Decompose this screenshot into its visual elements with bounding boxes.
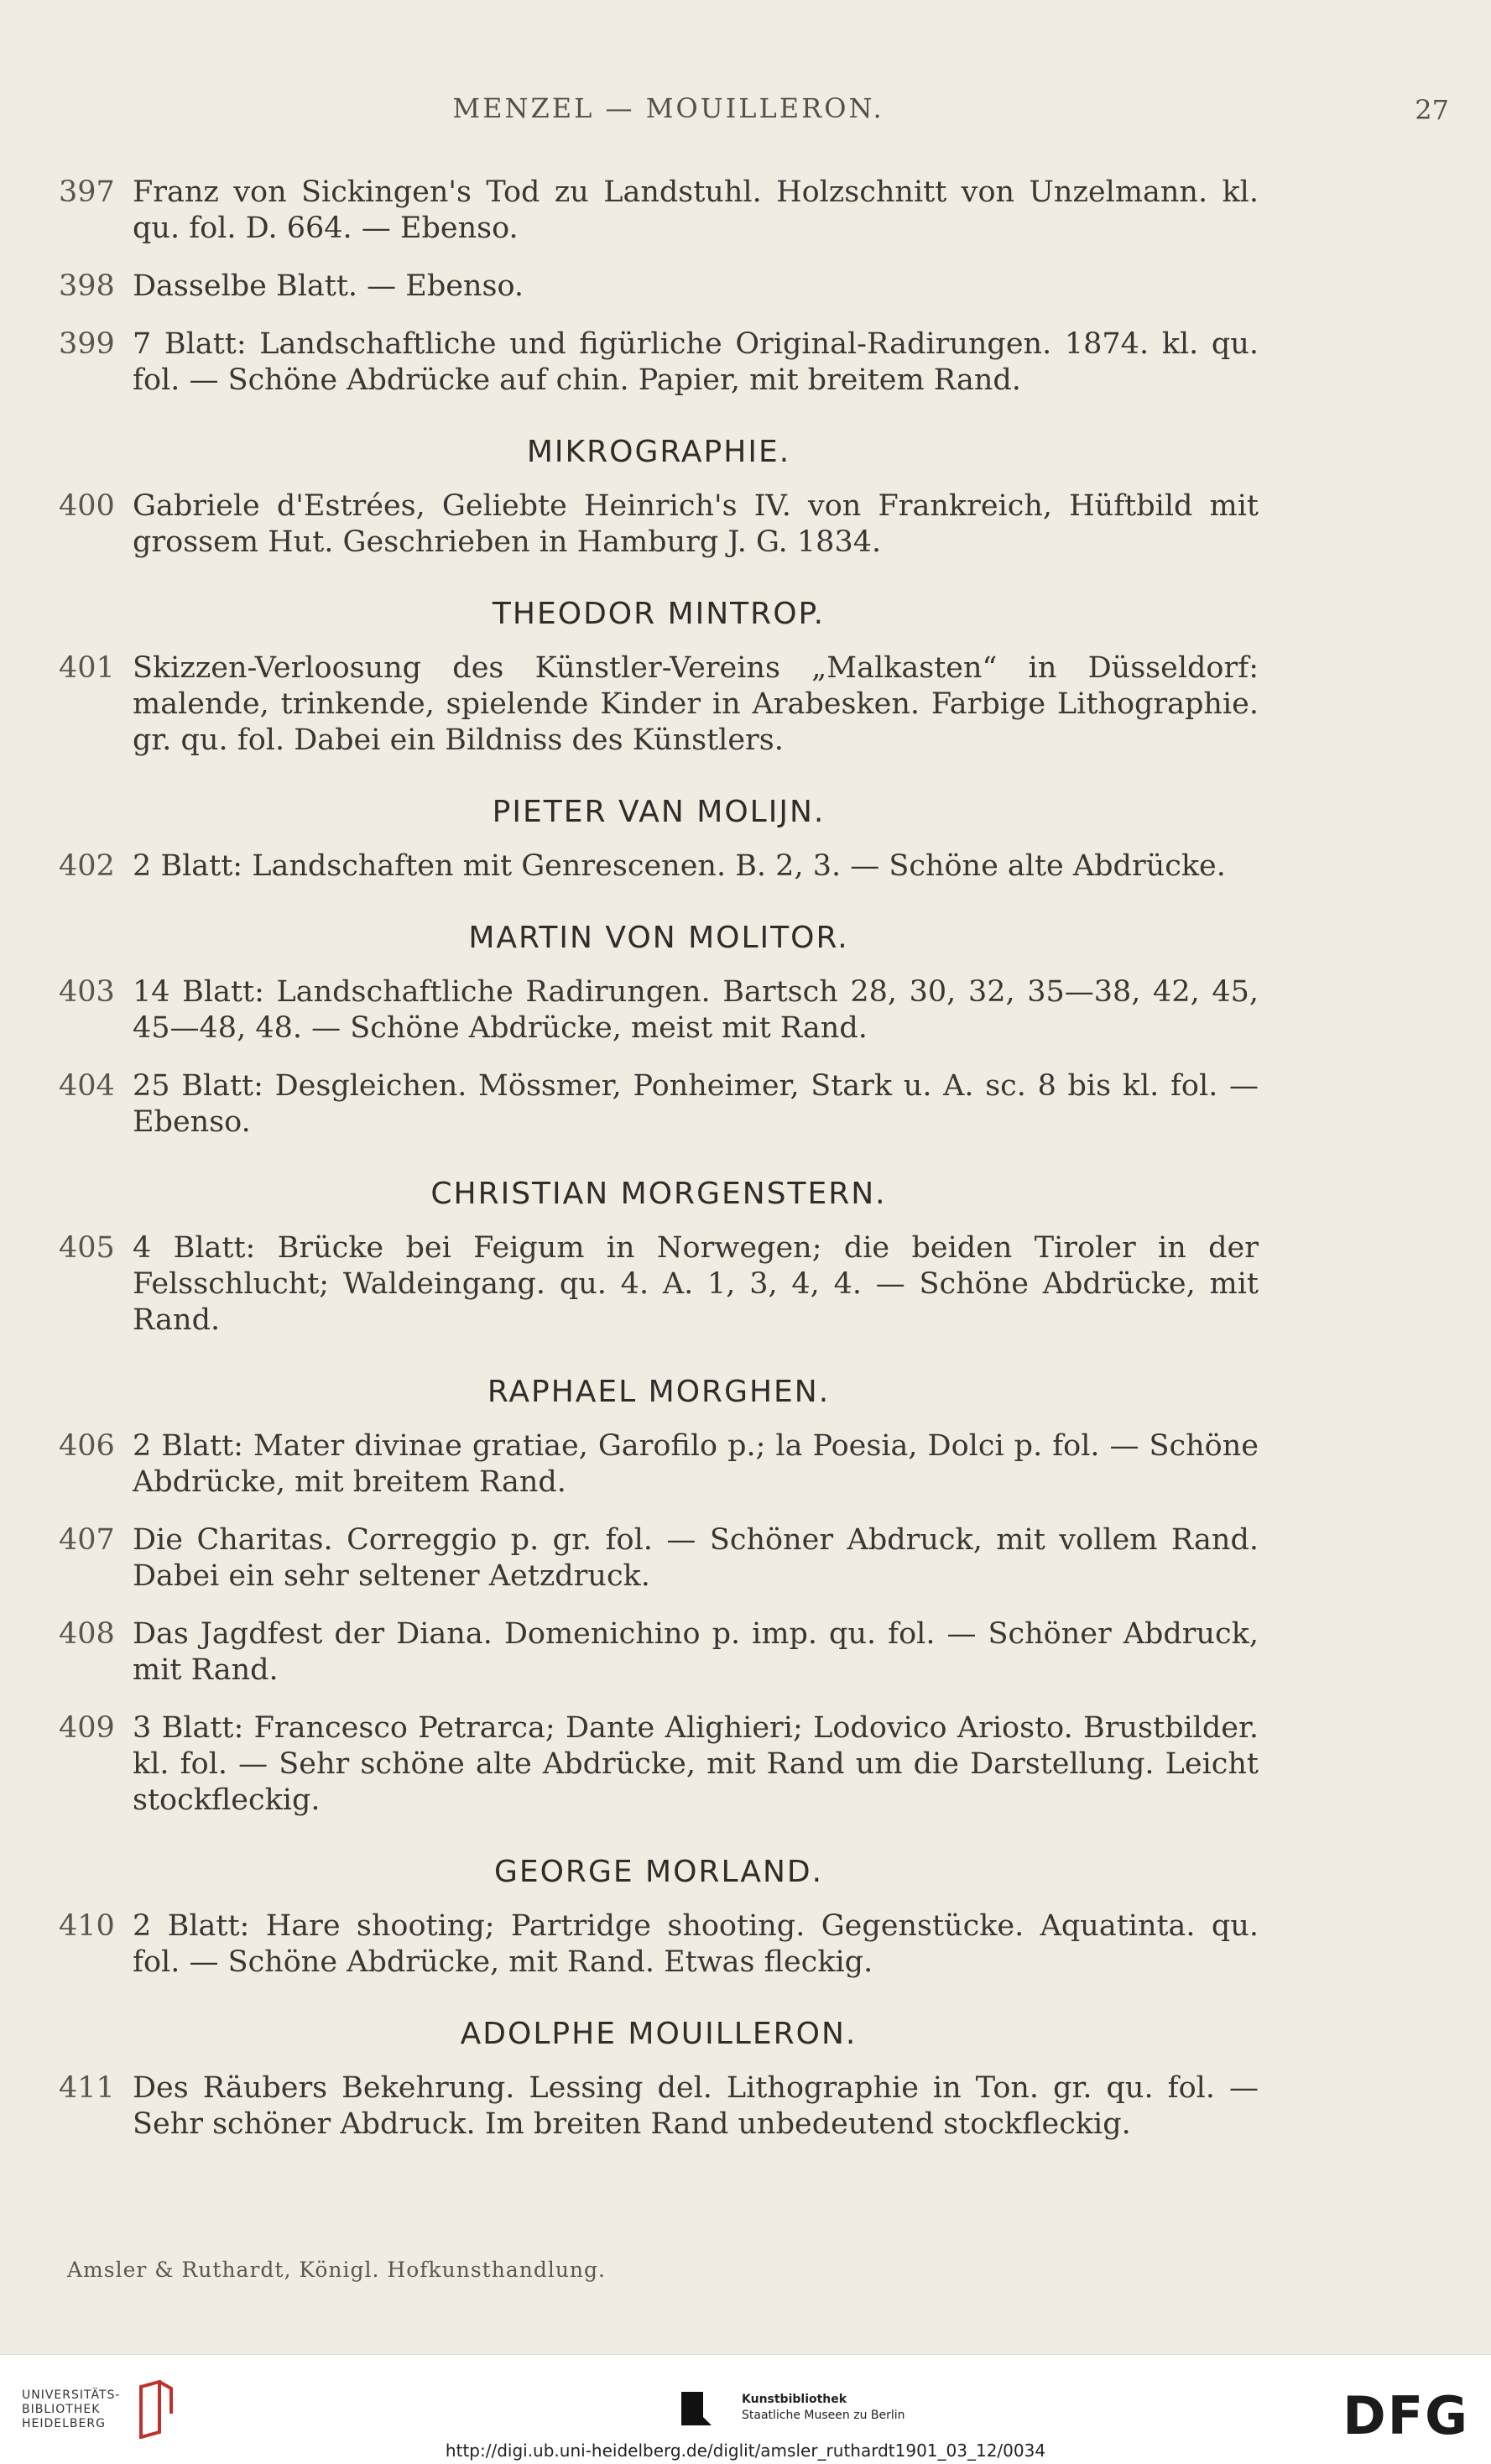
permalink-url[interactable]: http://digi.ub.uni-heidelberg.de/diglit/amsler_ruthardt1901_03_12/0034 bbox=[445, 2441, 1046, 2461]
lot-description: 25 Blatt: Desgleichen. Mössmer, Ponheimer, Stark u. A. sc. 8 bis kl. fol. — Ebenso. bbox=[133, 1069, 1259, 1139]
lot-number: 405 bbox=[59, 1231, 115, 1265]
lot-description: Des Räubers Bekehrung. Lessing del. Lithographie in Ton. gr. qu. fol. — Sehr schöner Abdruck. Im breiten Rand unbedeutend stockfleckig. bbox=[133, 2071, 1259, 2141]
kb-name: Kunstbibliothek bbox=[742, 2393, 847, 2406]
lot-number: 403 bbox=[59, 975, 115, 1009]
artist-heading: MIKROGRAPHIE. bbox=[526, 435, 791, 469]
lot-number: 411 bbox=[59, 2071, 115, 2105]
catalog-entry bbox=[59, 326, 1259, 399]
catalog-entry bbox=[59, 1908, 1259, 1981]
publisher-footer: Amsler & Ruthardt, Königl. Hofkunsthandlung. bbox=[67, 2258, 606, 2282]
lot-description: Das Jagdfest der Diana. Domenichino p. imp. qu. fol. — Schöner Abdruck, mit Rand. bbox=[133, 1617, 1259, 1687]
lot-number: 399 bbox=[59, 327, 115, 361]
catalog-entry bbox=[59, 1230, 1259, 1339]
lot-description: Gabriele d'Estrées, Geliebte Heinrich's IV. von Frankreich, Hüftbild mit grossem Hut. Geschrieben in Hamburg J. G. 1834. bbox=[133, 489, 1259, 559]
catalog-entry bbox=[59, 1068, 1259, 1141]
catalog-entry bbox=[59, 269, 1259, 305]
lot-description: 3 Blatt: Francesco Petrarca; Dante Alighieri; Lodovico Ariosto. Brustbilder. kl. fol. — Sehr schöne alte Abdrücke, mit Rand um die Darstellung. Leicht stockfleckig. bbox=[133, 1711, 1259, 1817]
lot-number: 404 bbox=[59, 1069, 115, 1103]
lot-description: 7 Blatt: Landschaftliche und figürliche Original-Radirungen. 1874. kl. qu. fol. — Schöne Abdrücke auf chin. Papier, mit breitem Rand. bbox=[133, 327, 1259, 397]
lot-description: 2 Blatt: Landschaften mit Genrescenen. B. 2, 3. — Schöne alte Abdrücke. bbox=[133, 849, 1226, 883]
lot-description: Die Charitas. Correggio p. gr. fol. — Schöner Abdruck, mit vollem Rand. Dabei ein sehr seltener Aetzdruck. bbox=[133, 1523, 1259, 1593]
running-title: MENZEL — MOUILLERON. bbox=[452, 92, 884, 124]
heidelberg-library-name bbox=[22, 2388, 120, 2431]
digitization-bar bbox=[0, 2354, 1491, 2464]
catalog-entry bbox=[59, 1522, 1259, 1595]
page-number: 27 bbox=[1415, 94, 1449, 126]
lot-description: Franz von Sickingen's Tod zu Landstuhl. Holzschnitt von Unzelmann. kl. qu. fol. D. 664. — Ebenso. bbox=[133, 175, 1259, 245]
lot-number: 409 bbox=[59, 1711, 115, 1745]
page-header bbox=[64, 84, 1449, 126]
catalog-entry bbox=[59, 1616, 1259, 1689]
lot-number: 407 bbox=[59, 1523, 115, 1557]
catalog-entry bbox=[59, 1428, 1259, 1501]
catalog-entry bbox=[59, 1710, 1259, 1819]
artist-heading: ADOLPHE MOUILLERON. bbox=[460, 2017, 858, 2051]
lot-description: Skizzen-Verloosung des Künstler-Vereins „Malkasten“ in Düsseldorf: malende, trinkende, spielende Kinder in Arabesken. Farbige Lithographie. gr. qu. fol. Dabei ein Bildniss des Künstlers. bbox=[133, 651, 1259, 757]
artist-heading: PIETER VAN MOLIJN. bbox=[492, 795, 826, 829]
kunstbibliothek-logo-icon bbox=[680, 2387, 713, 2429]
dfg-logo: DFG bbox=[1342, 2385, 1469, 2446]
catalog-entry bbox=[59, 848, 1259, 885]
lot-number: 401 bbox=[59, 651, 115, 685]
artist-heading: CHRISTIAN MORGENSTERN. bbox=[430, 1177, 887, 1211]
uni-line-3: HEIDELBERG bbox=[22, 2417, 106, 2430]
heidelberg-logo-icon bbox=[134, 2380, 176, 2439]
lot-number: 400 bbox=[59, 489, 115, 523]
lot-number: 402 bbox=[59, 849, 115, 883]
catalog-entry bbox=[59, 2070, 1259, 2143]
lot-number: 410 bbox=[59, 1909, 115, 1943]
kb-subtitle: Staatliche Museen zu Berlin bbox=[742, 2409, 905, 2422]
artist-heading: RAPHAEL MORGHEN. bbox=[487, 1375, 831, 1409]
artist-heading: MARTIN VON MOLITOR. bbox=[468, 921, 849, 955]
lot-description: Dasselbe Blatt. — Ebenso. bbox=[133, 269, 524, 303]
lot-number: 408 bbox=[59, 1617, 115, 1651]
catalog-entry bbox=[59, 488, 1259, 561]
lot-description: 4 Blatt: Brücke bei Feigum in Norwegen; die beiden Tiroler in der Felsschlucht; Waldeingang. qu. 4. A. 1, 3, 4, 4. — Schöne Abdrücke, mit Rand. bbox=[133, 1231, 1259, 1337]
lot-description: 2 Blatt: Mater divinae gratiae, Garofilo p.; la Poesia, Dolci p. fol. — Schöne Abdrücke, mit breitem Rand. bbox=[133, 1429, 1259, 1499]
catalog-entries bbox=[59, 175, 1259, 2164]
lot-number: 406 bbox=[59, 1429, 115, 1463]
uni-line-2: BIBLIOTHEK bbox=[22, 2403, 101, 2416]
kunstbibliothek-label bbox=[742, 2392, 905, 2424]
lot-number: 398 bbox=[59, 269, 115, 303]
lot-description: 14 Blatt: Landschaftliche Radirungen. Bartsch 28, 30, 32, 35—38, 42, 45, 45—48, 48. — Schöne Abdrücke, meist mit Rand. bbox=[133, 975, 1259, 1045]
lot-number: 397 bbox=[59, 175, 115, 209]
catalog-entry bbox=[59, 974, 1259, 1047]
catalog-entry bbox=[59, 175, 1259, 247]
catalog-entry bbox=[59, 650, 1259, 759]
lot-description: 2 Blatt: Hare shooting; Partridge shooting. Gegenstücke. Aquatinta. qu. fol. — Schöne Abdrücke, mit Rand. Etwas fleckig. bbox=[133, 1909, 1259, 1979]
artist-heading: GEORGE MORLAND. bbox=[493, 1855, 824, 1889]
uni-line-1: UNIVERSITÄTS- bbox=[22, 2388, 121, 2402]
artist-heading: THEODOR MINTROP. bbox=[492, 597, 826, 631]
